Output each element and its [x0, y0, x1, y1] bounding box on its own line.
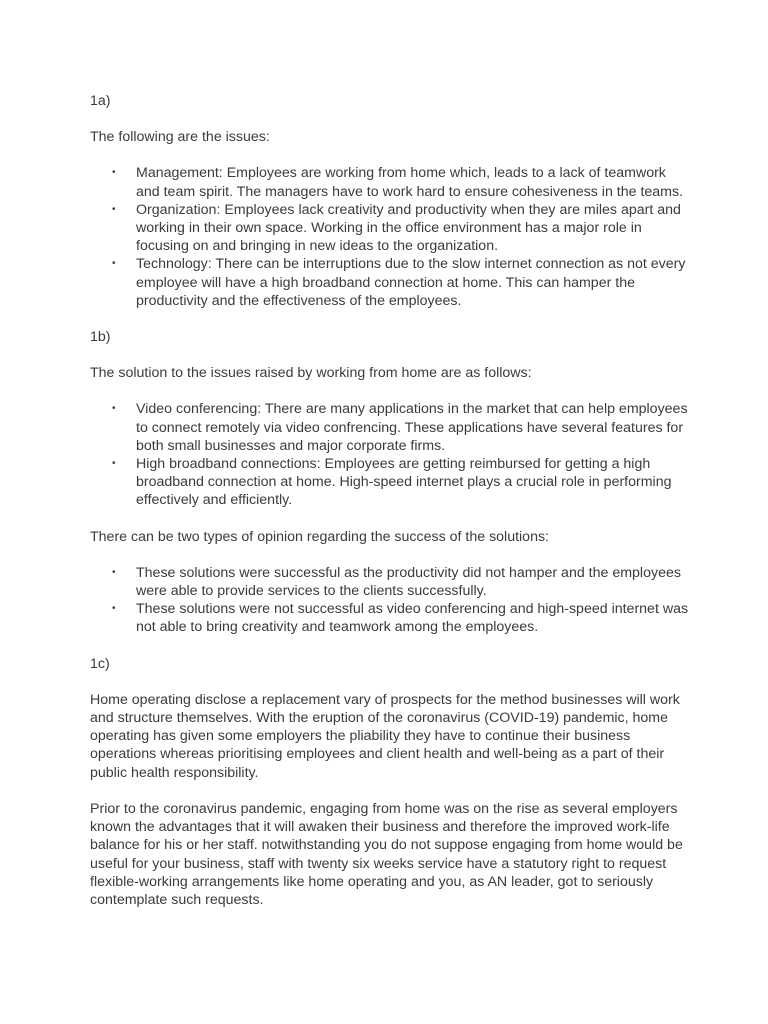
list-item	[112, 255, 690, 310]
section-1c	[90, 655, 690, 909]
list-item	[112, 400, 690, 455]
bullet-icon: •	[112, 167, 116, 179]
section-heading: 1c)	[90, 655, 110, 672]
bullet-icon: •	[112, 458, 116, 470]
solutions-list	[90, 400, 690, 509]
bullet-icon: •	[112, 258, 116, 270]
section-heading: 1a)	[90, 93, 111, 109]
list-item-text: Organization: Employees lack creativity and productivity when they are miles apart and working in their own space. Working in the office environment has a major role in focusing on and bringing in new ideas to the organization.	[136, 201, 681, 255]
section-1a	[90, 92, 690, 310]
list-item	[112, 455, 690, 510]
section-1b	[90, 328, 690, 637]
list-item-text: These solutions were not successful as video conferencing and high-speed internet was not able to bring creativity and teamwork among the employees.	[136, 601, 689, 636]
list-item-text: Management: Employees are working from home which, leads to a lack of teamwork and team spirit. The managers have to work hard to ensure cohesiveness in the teams.	[136, 165, 684, 200]
list-item	[112, 564, 690, 600]
issues-list	[90, 164, 690, 310]
section-heading: 1b)	[90, 329, 111, 346]
bullet-icon: •	[112, 203, 116, 215]
body-paragraph: Home operating disclose a replacement vary of prospects for the method businesses will work and structure themselves. With the eruption of the coronavirus (COVID-19) pandemic, home operating has given some employers the pliability they have to continue their business operations whereas prioritising employees and client health and well-being as a part of their public health responsibility.	[90, 691, 680, 781]
body-paragraph: Prior to the coronavirus pandemic, engaging from home was on the rise as several employers known the advantages that it will awaken their business and therefore the improved work-life balance for his or her staff. notwithstanding you do not suppose engaging from home would be useful for your business, staff with twenty six weeks service have a statutory right to request flexible-working arrangements like home operating and you, as AN leader, got to seriously contemplate such requests.	[90, 800, 683, 908]
section-intro: The solution to the issues raised by working from home are as follows:	[90, 365, 532, 382]
section-intro: The following are the issues:	[90, 129, 270, 146]
bullet-icon: •	[112, 566, 116, 578]
bullet-icon: •	[112, 403, 116, 415]
list-item	[112, 201, 690, 256]
opinions-list	[90, 564, 690, 637]
list-item	[112, 600, 690, 636]
list-item-text: High broadband connections: Employees are getting reimbursed for getting a high broadband connection at home. High-speed internet plays a crucial role in performing effectively and efficiently.	[136, 456, 672, 509]
list-item-text: Video conferencing: There are many applications in the market that can help employees to connect remotely via video confrencing. These applications have several features for both small businesses and major corporate firms.	[136, 401, 688, 454]
section-intro-secondary: There can be two types of opinion regarding the success of the solutions:	[90, 528, 550, 545]
list-item-text: These solutions were successful as the productivity did not hamper and the employees were able to provide services to the clients successfully.	[136, 564, 681, 600]
list-item	[112, 164, 690, 200]
bullet-icon: •	[112, 603, 116, 615]
document-page	[90, 92, 690, 927]
list-item-text: Technology: There can be interruptions due to the slow internet connection as not every employee will have a high broadband connection at home. This can hamper the productivity and the effectiveness of the employees.	[136, 256, 686, 309]
